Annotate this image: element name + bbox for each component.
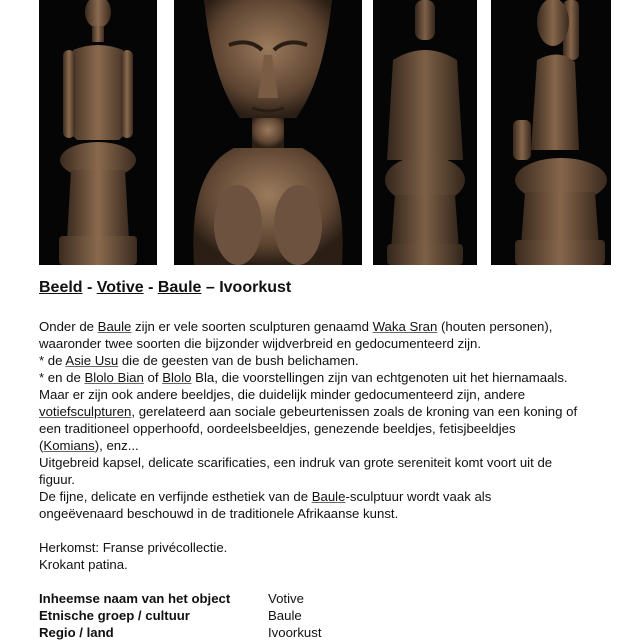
description-line bbox=[39, 403, 619, 420]
object-details-table bbox=[39, 590, 322, 641]
text-segment: Onder de bbox=[39, 319, 98, 334]
linked-term: Asie Usu bbox=[65, 353, 119, 368]
details-row bbox=[39, 590, 322, 607]
linked-term: Baule bbox=[97, 319, 132, 334]
text-segment: ), enz... bbox=[94, 438, 139, 453]
text-segment: die de geesten van de bush belichamen. bbox=[118, 353, 359, 368]
details-label: Regio / land bbox=[39, 625, 114, 640]
text-segment: figuur. bbox=[39, 472, 75, 487]
statue-photo-back bbox=[373, 0, 477, 265]
text-segment: ( bbox=[39, 438, 44, 453]
title-separator: - bbox=[143, 279, 158, 296]
linked-term: Waka Sran bbox=[372, 319, 438, 334]
details-label: Inheemse naam van het object bbox=[39, 591, 231, 606]
text-segment: Uitgebreid kapsel, delicate scarificaties, een indruk van grote sereniteit komt voort uit de bbox=[39, 455, 553, 470]
description-line bbox=[39, 505, 619, 522]
text-segment: (houten personen), bbox=[437, 319, 553, 334]
title-culture: Baule bbox=[157, 279, 202, 296]
text-segment: of bbox=[143, 370, 163, 385]
text-segment: Bla, die voorstellingen zijn van echtgenoten uit het hiernamaals. bbox=[191, 370, 568, 385]
text-segment: De fijne, delicate en verfijnde esthetiek van de bbox=[39, 489, 312, 504]
details-row bbox=[39, 624, 322, 641]
blank-line bbox=[39, 522, 619, 539]
linked-term: Baule bbox=[311, 489, 346, 504]
text-segment: een traditioneel opperhoofd, oordeelsbeeldjes, genezende beeldjes, fetisjbeeldjes bbox=[39, 421, 516, 436]
title-object-type: Beeld bbox=[39, 279, 83, 296]
linked-term: votiefsculpturen bbox=[39, 404, 132, 419]
title-country: – Ivoorkust bbox=[201, 279, 292, 296]
description-line bbox=[39, 556, 619, 573]
description-text bbox=[39, 318, 619, 573]
text-segment: waaronder twee soorten die bijzonder wijdverbreid en gedocumenteerd zijn. bbox=[39, 336, 482, 351]
text-segment: ongeëvenaard beschouwd in de traditionele Afrikaanse kunst. bbox=[39, 506, 399, 521]
linked-term: Blolo Bian bbox=[84, 370, 144, 385]
text-segment: Krokant patina. bbox=[39, 557, 128, 572]
object-title bbox=[39, 279, 291, 297]
title-separator: - bbox=[82, 279, 97, 296]
text-segment: -sculptuur wordt vaak als bbox=[345, 489, 492, 504]
statue-photo-side bbox=[491, 0, 611, 265]
description-line bbox=[39, 437, 619, 454]
description-line bbox=[39, 488, 619, 505]
text-segment: Herkomst: Franse privécollectie. bbox=[39, 540, 228, 555]
description-line bbox=[39, 471, 619, 488]
description-line bbox=[39, 454, 619, 471]
description-line bbox=[39, 386, 619, 403]
details-row bbox=[39, 607, 322, 624]
description-line bbox=[39, 352, 619, 369]
details-label: Etnische groep / cultuur bbox=[39, 608, 190, 623]
text-segment: * de bbox=[39, 353, 66, 368]
linked-term: Komians bbox=[43, 438, 95, 453]
linked-term: Blolo bbox=[162, 370, 192, 385]
description-line bbox=[39, 318, 619, 335]
title-object-name: Votive bbox=[96, 279, 144, 296]
description-line bbox=[39, 369, 619, 386]
statue-photo-closeup bbox=[174, 0, 362, 265]
text-segment: , gerelateerd aan sociale gebeurtenissen zoals de kroning van een koning of bbox=[131, 404, 578, 419]
text-segment: * en de bbox=[39, 370, 85, 385]
details-value: Baule bbox=[268, 608, 302, 623]
description-line bbox=[39, 539, 619, 556]
details-value: Votive bbox=[268, 591, 304, 606]
text-segment: Maar er zijn ook andere beeldjes, die duidelijk minder gedocumenteerd zijn, andere bbox=[39, 387, 526, 402]
text-segment: zijn er vele soorten sculpturen genaamd bbox=[131, 319, 373, 334]
statue-photo-front bbox=[39, 0, 157, 265]
details-value: Ivoorkust bbox=[268, 625, 322, 640]
description-line bbox=[39, 335, 619, 352]
description-line bbox=[39, 420, 619, 437]
